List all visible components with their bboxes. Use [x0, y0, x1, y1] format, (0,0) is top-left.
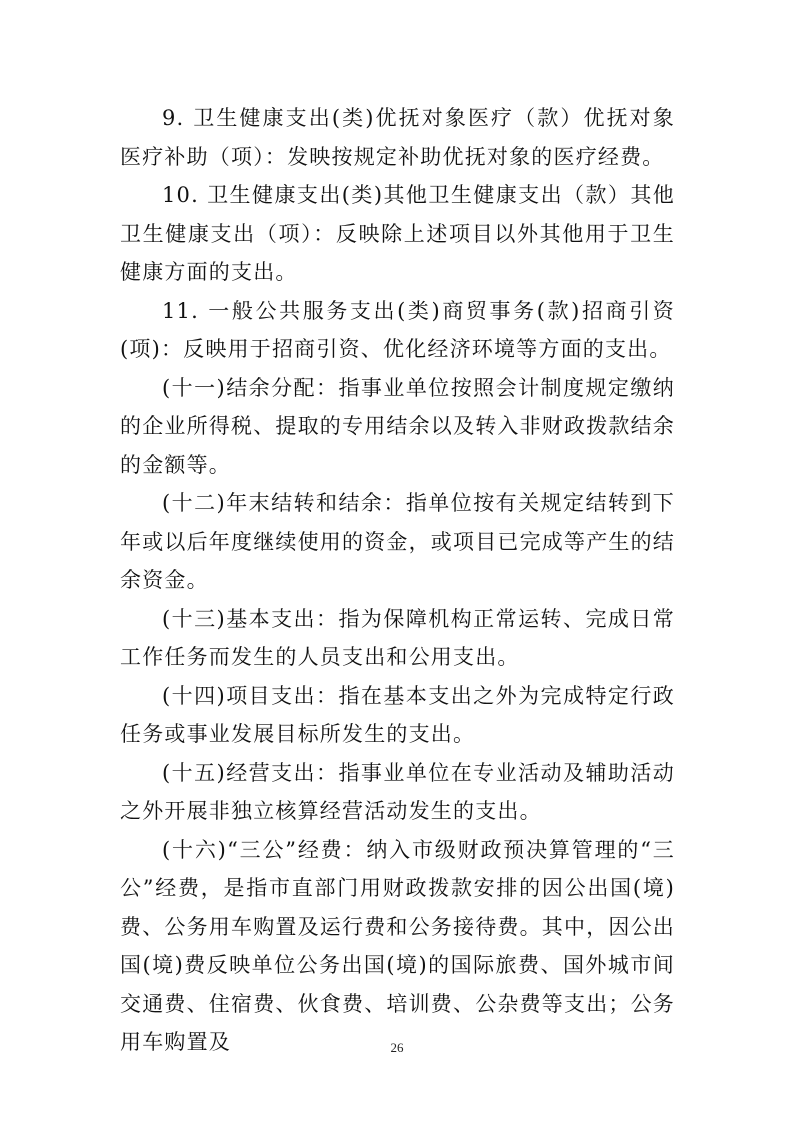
paragraph-basic-expenditure: (十三)基本支出：指为保障机构正常运转、完成日常工作任务而发生的人员支出和公用支出。 [120, 606, 675, 669]
paragraph-year-end-carryover: (十二)年末结转和结余：指单位按有关规定结转到下年或以后年度继续使用的资金，或项目已完成等产生的结余资金。 [120, 491, 675, 592]
paragraph-operating-expenditure: (十五)经营支出：指事业单位在专业活动及辅助活动之外开展非独立核算经营活动发生的支出。 [120, 760, 675, 823]
page-body [120, 99, 675, 1062]
paragraph-item-9: 9. 卫生健康支出(类)优抚对象医疗（款）优抚对象医疗补助（项）：发映按规定补助优抚对象的医疗经费。 [120, 106, 675, 169]
paragraph-three-public-expenses: (十六)“三公”经费：纳入市级财政预决算管理的“三公”经费，是指市直部门用财政拨款安排的因公出国(境)费、公务用车购置及运行费和公务接待费。其中，因公出国(境)费反映单位公务出国(境)的国际旅费、国外城市间交通费、住宿费、伙食费、培训费、公杂费等支出；公务用车购置及 [120, 837, 675, 1054]
paragraph-item-10: 10. 卫生健康支出(类)其他卫生健康支出（款）其他卫生健康支出（项）：反映除上述项目以外其他用于卫生健康方面的支出。 [120, 183, 675, 284]
paragraph-balance-distribution: (十一)结余分配：指事业单位按照会计制度规定缴纳的企业所得税、提取的专用结余以及转入非财政拨款结余的金额等。 [120, 375, 675, 477]
page-number: 26 [390, 1040, 404, 1055]
paragraph-item-11: 11. 一般公共服务支出(类)商贸事务(款)招商引资(项)：反映用于招商引资、优化经济环境等方面的支出。 [120, 298, 675, 361]
paragraph-project-expenditure: (十四)项目支出：指在基本支出之外为完成特定行政任务或事业发展目标所发生的支出。 [120, 683, 675, 746]
